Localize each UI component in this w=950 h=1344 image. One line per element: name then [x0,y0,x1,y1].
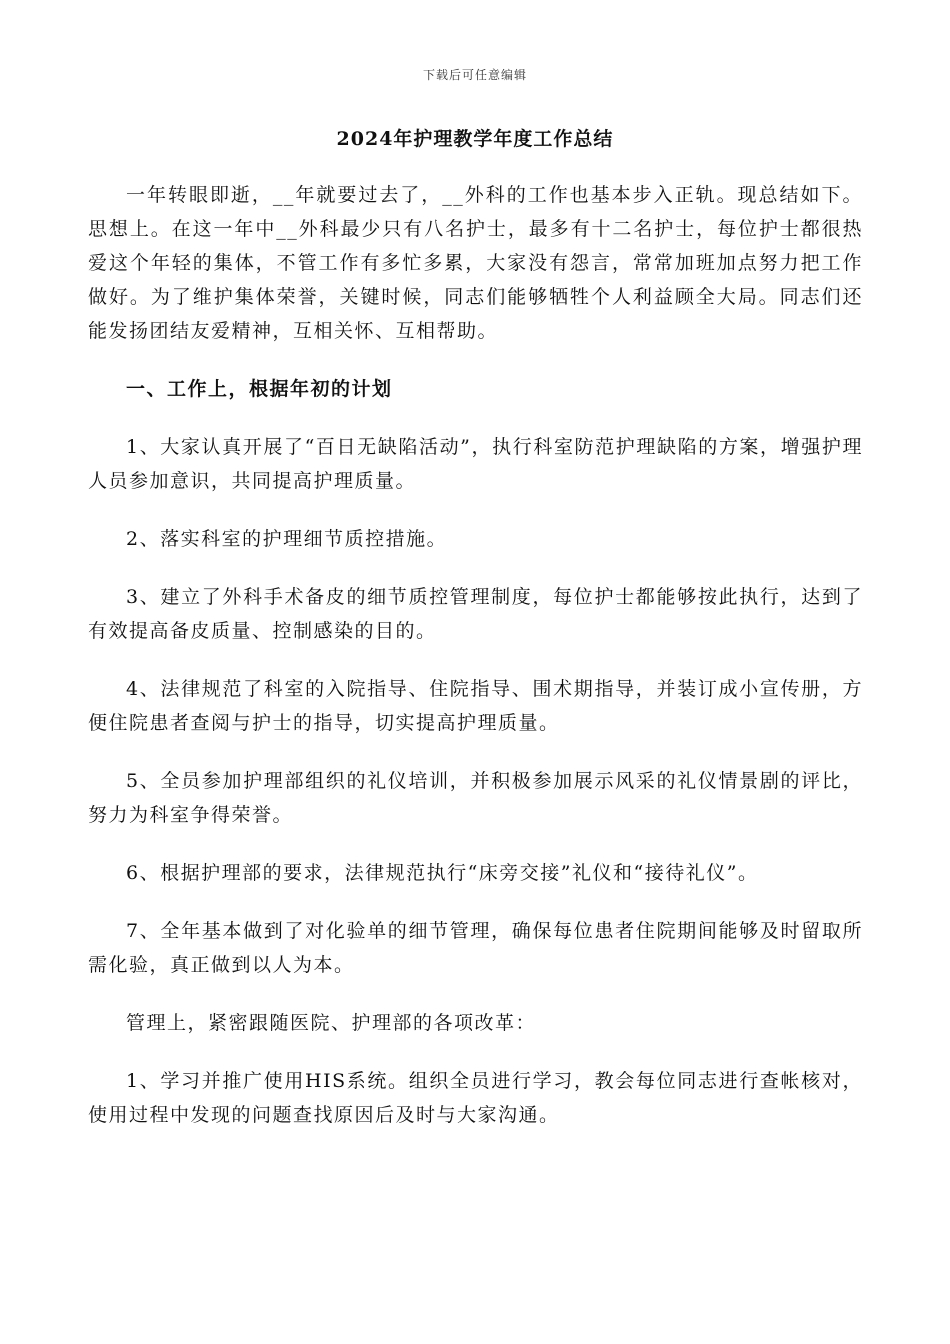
document-title: 2024年护理教学年度工作总结 [336,128,614,150]
work-item-4: 4、法律规范了科室的入院指导、住院指导、围术期指导，并装订成小宣传册，方便住院患者查阅与护士的指导，切实提高护理质量。 [88,678,863,734]
work-item-6: 6、根据护理部的要求，法律规范执行“床旁交接”礼仪和“接待礼仪”。 [126,862,759,884]
header-note: 下载后可任意编辑 [422,68,527,82]
management-item-1: 1、学习并推广使用HIS系统。组织全员进行学习，教会每位同志进行查帐核对，使用过程中发现的问题查找原因后及时与大家沟通。 [88,1070,863,1126]
management-intro: 管理上，紧密跟随医院、护理部的各项改革： [126,1012,537,1034]
work-item-5: 5、全员参加护理部组织的礼仪培训，并积极参加展示风采的礼仪情景剧的评比，努力为科室争得荣誉。 [88,770,863,826]
document-body [88,178,863,1132]
section-heading-work: 一、工作上，根据年初的计划 [126,378,393,400]
intro-paragraph: 一年转眼即逝，__年就要过去了，__外科的工作也基本步入正轨。现总结如下。思想上。在这一年中__外科最少只有八名护士，最多有十二名护士，每位护士都很热爱这个年轻的集体，不管工作有多忙多累，大家没有怨言，常常加班加点努力把工作做好。为了维护集体荣誉，关键时候，同志们能够牺牲个人利益顾全大局。同志们还能发扬团结友爱精神，互相关怀、互相帮助。 [88,184,863,342]
work-item-2: 2、落实科室的护理细节质控措施。 [126,528,448,550]
work-item-1: 1、大家认真开展了“百日无缺陷活动”，执行科室防范护理缺陷的方案，增强护理人员参加意识，共同提高护理质量。 [88,436,863,492]
work-item-7: 7、全年基本做到了对化验单的细节管理，确保每位患者住院期间能够及时留取所需化验，真正做到以人为本。 [88,920,863,976]
work-item-3: 3、建立了外科手术备皮的细节质控管理制度，每位护士都能够按此执行，达到了有效提高备皮质量、控制感染的目的。 [88,586,863,642]
